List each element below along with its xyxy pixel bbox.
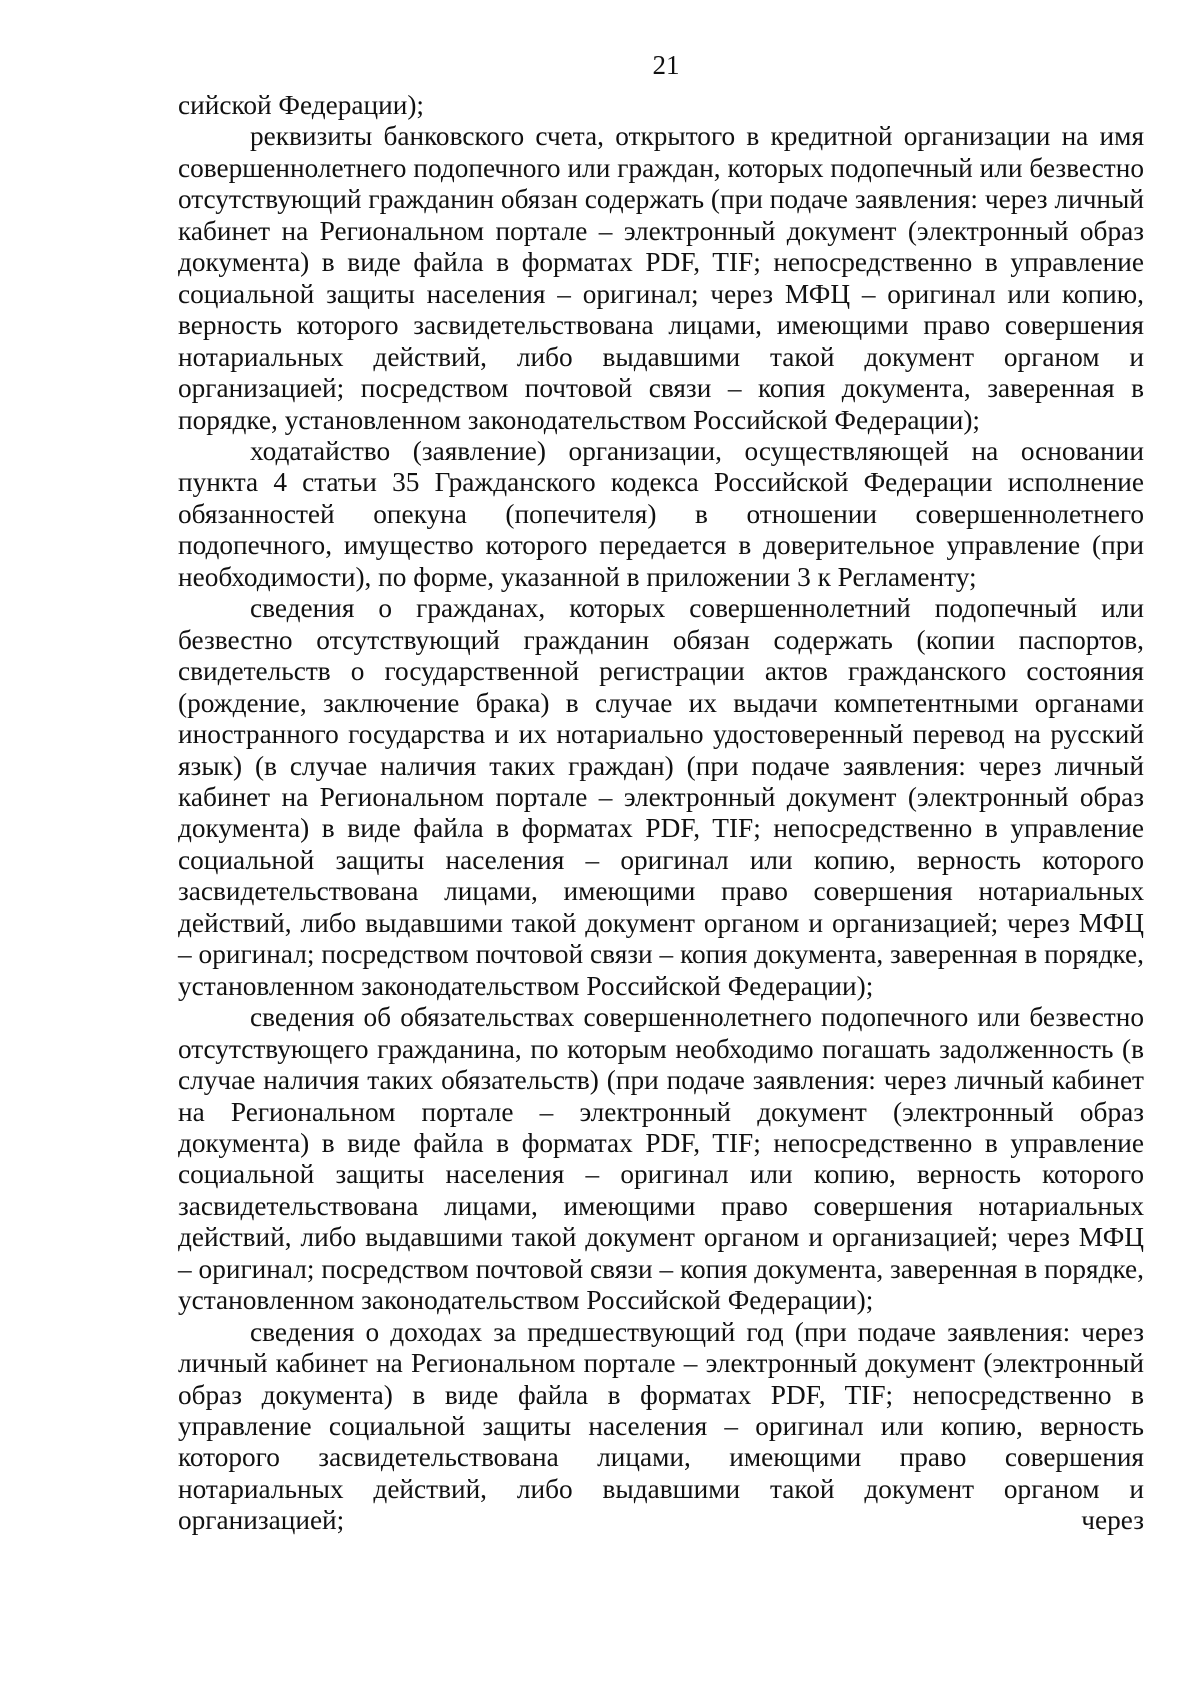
document-body bbox=[178, 90, 1144, 1537]
paragraph-organization-petition: ходатайство (заявление) организации, осуществляющей на основании пункта 4 статьи 35 Гражданского кодекса Российской Федерации исполнение обязанностей опекуна (попечителя) в отношении совершеннолетнего подопечного, имущество которого передается в доверительное управление (при необходимости), по форме, указанной в приложении 3 к Регламенту; bbox=[178, 435, 1144, 592]
paragraph-bank-account-details: реквизиты банковского счета, открытого в кредитной организации на имя совершеннолетнего подопечного или граждан, которых подопечный или безвестно отсутствующий гражданин обязан содержать (при подаче заявления: через личный кабинет на Региональном портале – электронный документ (электронный образ документа) в виде файла в форматах PDF, TIF; непосредственно в управление социальной защиты населения – оригинал; через МФЦ – оригинал или копию, верность которого засвидетельствована лицами, имеющими право совершения нотариальных действий, либо выдавшими такой документ органом и организацией; посредством почтовой связи – копия документа, заверенная в порядке, установленном законодательством Российской Федерации); bbox=[178, 121, 1144, 435]
paragraph-obligations-info: сведения об обязательствах совершеннолетнего подопечного или безвестно отсутствующего гражданина, по которым необходимо погашать задолженность (в случае наличия таких обязательств) (при подаче заявления: через личный кабинет на Региональном портале – электронный документ (электронный образ документа) в виде файла в форматах PDF, TIF; непосредственно в управление социальной защиты населения – оригинал или копию, верность которого засвидетельствована лицами, имеющими право совершения нотариальных действий, либо выдавшими такой документ органом и организацией; через МФЦ – оригинал; посредством почтовой связи – копия документа, заверенная в порядке, установленном законодательством Российской Федерации); bbox=[178, 1002, 1144, 1316]
paragraph-continuation: сийской Федерации); bbox=[178, 90, 424, 120]
paragraph-income-info: сведения о доходах за предшествующий год (при подаче заявления: через личный кабинет на Региональном портале – электронный документ (электронный образ документа) в виде файла в форматах PDF, TIF; непосредственно в управление социальной защиты населения – оригинал или копию, верность которого засвидетельствована лицами, имеющими право совершения нотариальных действий, либо выдавшими такой документ органом и организацией; через bbox=[178, 1316, 1144, 1536]
page-number: 21 bbox=[652, 50, 680, 80]
paragraph-dependents-info: сведения о гражданах, которых совершеннолетний подопечный или безвестно отсутствующий гражданин обязан содержать (копии паспортов, свидетельств о государственной регистрации актов гражданского состояния (рождение, заключение брака) в случае их выдачи компетентными органами иностранного государства и их нотариально удостоверенный перевод на русский язык) (в случае наличия таких граждан) (при подаче заявления: через личный кабинет на Региональном портале – электронный документ (электронный образ документа) в виде файла в форматах PDF, TIF; непосредственно в управление социальной защиты населения – оригинал или копию, верность которого засвидетельствована лицами, имеющими право совершения нотариальных действий, либо выдавшими такой документ органом и организацией; через МФЦ – оригинал; посредством почтовой связи – копия документа, заверенная в порядке, установленном законодательством Российской Федерации); bbox=[178, 593, 1144, 1001]
